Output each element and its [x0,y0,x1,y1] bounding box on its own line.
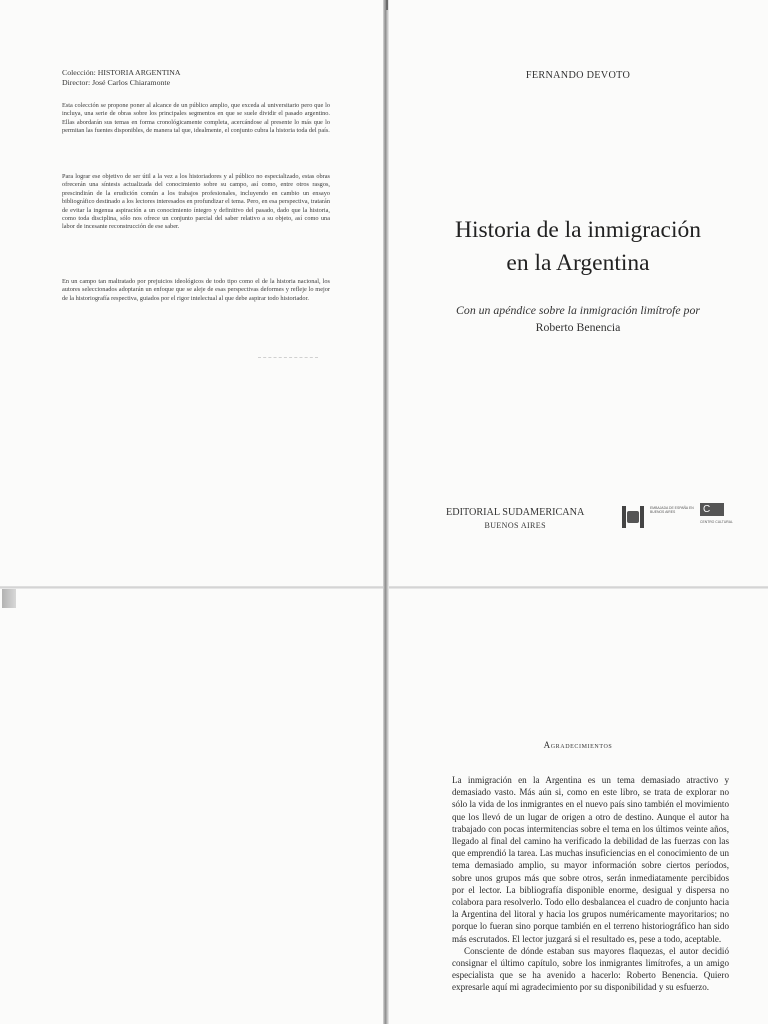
publisher-name: EDITORIAL SUDAMERICANA [446,507,585,518]
book-title [388,214,768,280]
page-artifact-line [258,357,318,358]
coat-of-arms-pillar-icon [640,506,644,528]
coat-of-arms-shield-icon [627,511,639,523]
book-title-line: en la Argentina [506,250,650,276]
cultural-center-text: CENTRO CULTURAL [700,520,733,524]
acknowledgements-heading: Agradecimientos [543,740,613,750]
title-page [388,0,768,588]
page-edge-shadow [2,588,16,608]
acknowledgements-paragraph: Consciente de dónde estaban sus mayores flaquezas, el autor decidió consignar el último capítulo, sobre los inmigrantes limítrofes, a un amigo especialista que se ha avenido a hacerlo: Roberto Benencia. Quiero expresarle aquí mi agradecimiento por su disponibilidad y su esfuerzo. [452,945,729,993]
collection-paragraph [62,173,330,232]
author-name: FERNANDO DEVOTO [525,70,631,81]
book-spine [383,0,389,1024]
collection-paragraph [62,102,330,136]
publisher-block [446,506,584,532]
subtitle-line: Con un apéndice sobre la inmigración limítrofe por [456,303,700,317]
collection-header [62,68,181,88]
cultural-center-logo: C [700,503,724,516]
paragraph-text: En un campo tan maltratado por prejuicios ideológicos de todo tipo como el de la historia nacional, los autores seleccionados adoptarán un enfoque que se aleje de esas perspectivas deformes y refleje lo mejor de la historiografía respectiva, guiados por el rigor intelectual al que debe aspirar todo historiador. [62,278,330,302]
acknowledgements-page [388,588,768,1024]
acknowledgements-paragraph: La inmigración en la Argentina es un tema demasiado atractivo y demasiado vasto. Más aún si, como en este libro, se trata de explorar no sólo la vida de los inmigrantes en el nuevo país sino también el movimiento que los llevó de un lugar de origen a otro de destino. Aunque el autor ha trabajado con pocas intermitencias sobre el tema en los últimos veinte años, llegado al final del camino ha verificado la debilidad de las fuerzas con las que emprendió la tarea. Las muchas insuficiencias en el conocimiento de un tema demasiado amplio, su mayor información sobre ciertos períodos, sobre unos grupos más que sobre otros, serán inmediatamente percibidos por el lector. La bibliografía disponible enorme, desigual y dispersa no colabora para resolverlo. Todo ello desbalancea el cuadro de conjunto hacia la Argentina del litoral y hacia los grupos numéricamente mayoritarios; no porque lo fueran sino porque también en el terreno historiográfico han sido más escrutados. El lector juzgará si el resultado es, pese a todo, aceptable. [452,775,729,944]
collection-paragraph [62,278,330,303]
subtitle-author: Roberto Benencia [535,320,621,334]
acknowledgements-body [452,774,729,994]
collection-director: Director: José Carlos Chiaramonte [62,78,171,87]
blank-page [0,588,384,1024]
collection-name: Colección: HISTORIA ARGENTINA [62,68,181,77]
sponsor-logos [620,503,733,531]
publisher-city: BUENOS AIRES [484,521,546,530]
collection-page [0,0,384,588]
coat-of-arms-icon [622,506,626,528]
book-subtitle [388,302,768,336]
book-title-line: Historia de la inmigración [454,217,702,243]
paragraph-text: Para lograr ese objetivo de ser útil a la vez a los historiadores y al público no especializado, estas obras ofrecerán una síntesis actualizada del conocimiento sobre su campo, así como, entre otros rasgos, prescindirán de la erudición común a los trabajos profesionales, incluyendo en cambio un ensayo bibliográfico destinado a los lectores interesados en profundizar el tema. Pero, en esa perspectiva, tratarán de evitar la ingenua aspiración a un conocimiento íntegro y definitivo del pasado, dado que la historia, como toda disciplina, sólo nos ofrece un conjunto parcial del saber relativo a su objeto, así como una labor de incesante reconstrucción de ese saber. [62,173,330,231]
scan-artifact [386,0,388,10]
embassy-logo-text: EMBAJADA DE ESPAÑA EN BUENOS AIRES [650,506,694,514]
paragraph-text: Esta colección se propone poner al alcance de un público amplio, que exceda al universitario pero que lo incluya, una serie de obras sobre los principales segmentos en que se suele dividir el pasado argentino. Ellas abordarán sus temas en forma cronológicamente completa, acercándose al presente lo más que lo permitan las fuentes disponibles, de manera tal que, idealmente, el conjunto cubra la historia toda del país. [62,102,330,135]
